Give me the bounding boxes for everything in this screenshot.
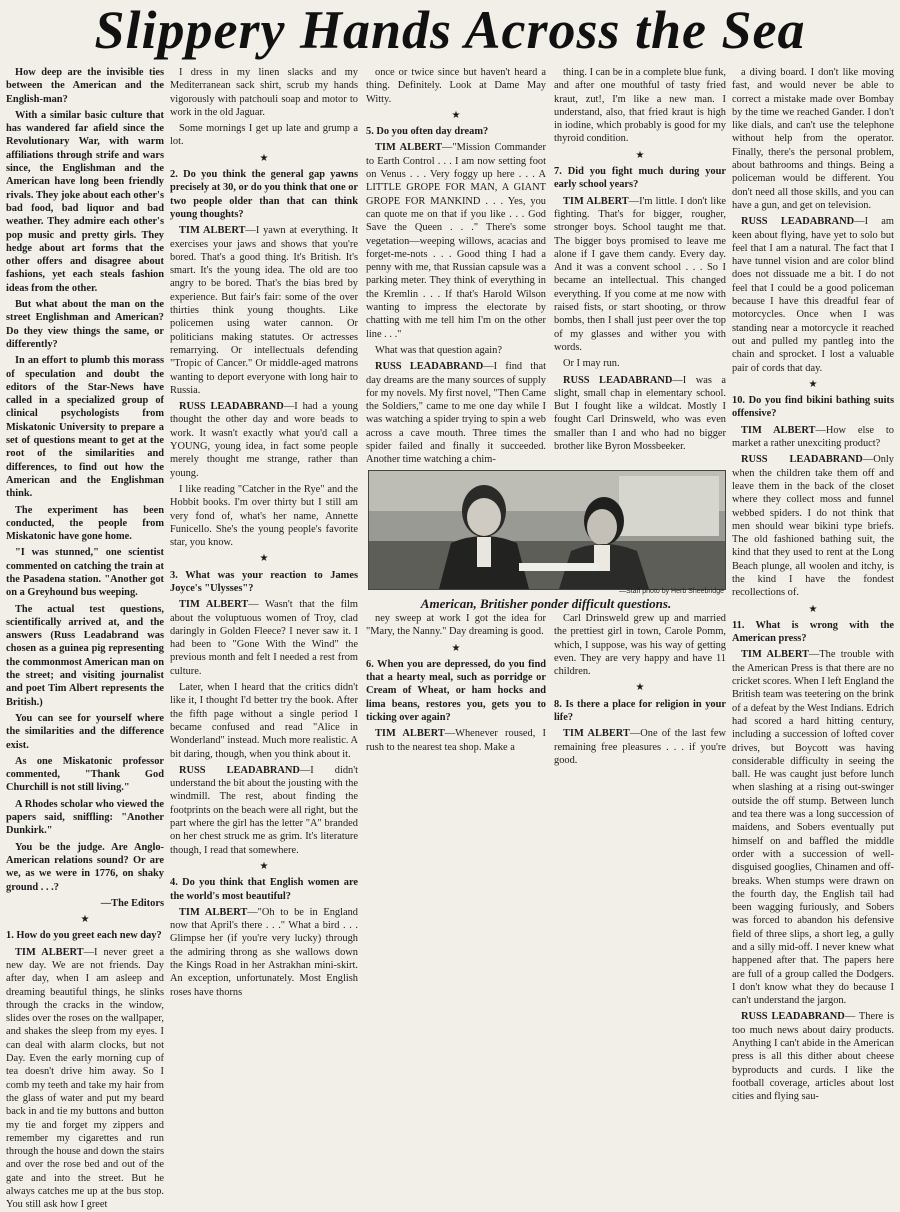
star-separator-icon: ★	[808, 603, 818, 615]
answer-paragraph	[732, 648, 894, 1007]
intro-paragraph: In an effort to plumb this morass of speculation and doubt the editors of the Star-News have called in a specialized group of clinical psychologists from Miskatonic University to prepare a set of questions meant to get at the root of the similarities and differences, to find out how the American and the Englishman think.	[6, 355, 164, 500]
intro-paragraph: The experiment has been conducted, the people from Miskatonic have gone home.	[6, 504, 164, 543]
speaker-name: TIM ALBERT	[179, 906, 248, 918]
answer-text: —One of the last few remaining free pleasures . . . if you're good.	[554, 728, 727, 766]
star-separator-icon: ★	[451, 109, 461, 121]
intro-paragraph: How deep are the invisible ties between the American and the English-man?	[6, 67, 164, 105]
speaker-name: TIM ALBERT	[741, 649, 809, 661]
answer-text: What was that question again?	[375, 344, 502, 356]
answer-text: —I had a young thought the other day and wore beads to work. It wasn't exactly what you'd call a YOUNG, young idea, in fact some people merely thought me strange, rather than young.	[170, 401, 358, 479]
answer-paragraph	[170, 400, 358, 480]
column-3-bottom	[366, 612, 546, 785]
speaker-name: TIM ALBERT	[179, 225, 246, 237]
answer-paragraph	[170, 224, 358, 397]
star-separator-icon: ★	[808, 378, 818, 390]
answer-text: —I never greet a new day. We are not friends. Day after day, when I am asleep and dreaming beautiful things, he slinks through the cracks in the window, slides over the roses on the wallpaper, and shakes the sleep from my eyes. I can deal with alarm clocks, but not Day. Even the early morning cup of tea doesn't drive him away. So I comb my teeth and take my hair from the glass of water and put my beard back in and tie my buttons and button my tie and forget my zippers and remember my cigarettes and run through the house and down the stairs and over the rose bed and out of the gate and into the street. But he always catches me up at the bus stop. You still ask how I greet	[6, 946, 164, 1211]
answer-paragraph	[554, 374, 726, 454]
speaker-name: TIM ALBERT	[563, 195, 629, 207]
question-10: 10. Do you find bikini bathing suits offensive?	[732, 395, 894, 420]
answer-text: thing. I can be in a complete blue funk, and after one mouthful of tasty fried kraut, zut!, I'm like a new man. I understand, also, that fried kraut is high in iodine, which probably is good for my thyroid condition.	[554, 67, 726, 145]
speaker-name: TIM ALBERT	[741, 424, 816, 436]
answer-paragraph	[170, 906, 358, 999]
question-7: 7. Did you fight much during your early school years?	[554, 166, 726, 191]
answer-text: —I yawn at everything. It exercises your jaws and shows that you're bored. That's a good thing. It's British. It's smart. It's the young idea. The old are too angry to be bored. That's the bias bred by experience. But fair's fair: some of the over thirties think young thoughts. Like policemen using water cannon. Or politicians making statutes. Or actresses remarrying. Or intellectuals defending "Tropic of Cancer." Or middle-aged matrons wanting to deport everyone with long hair to Russia.	[170, 225, 358, 396]
answer-text: —I find that day dreams are the many sources of supply for my novels. My first novel, "Then Came the Soldiers," came to me one day while I was watching a spider trying to spin a web across a cave mouth. Three times the spider failed and finally it succeeded. Another time watching a chim-	[366, 361, 546, 466]
intro-paragraph: You be the judge. Are Anglo-American relations sound? Or are we, as we were in 1776, on shaky ground . . .?	[6, 841, 164, 893]
speaker-name: RUSS LEADABRAND	[179, 401, 284, 413]
column-1	[6, 66, 164, 1211]
question-3: 3. What was your reaction to James Joyce's "Ulysses"?	[170, 569, 358, 594]
answer-text: Carl Drinsweld grew up and married the prettiest girl in town, Carole Pomm, which, I suppose, was his way of getting even. They are very happy and have 11 children.	[554, 613, 726, 678]
answer-paragraph	[732, 424, 894, 451]
answer-text: —I was a slight, small chap in elementary school. But I fought like a wildcat. Mostly I fought Carl Drinsweld, who was even smaller than I and who had no bigger brother like Byron Mossbeeker.	[554, 374, 726, 453]
speaker-name: TIM ALBERT	[15, 946, 84, 958]
answer-text: —Only when the children take them off and leave them in the back of the closet where they collect moss and funnel webbed spiders. I do not think that men should wear bikini type briefs. The old fashioned bathing suit, the kind that they used to rent at the Long Beach plunge, all woolen and itchy, is the kind I have the fondest recollections of.	[732, 454, 894, 599]
answer-text: —"Oh to be in England now that April's there . . ." What a bird . . . Glimpse her (if you're very lucky) through the admiring throng as she wallows down the Kings Road in her Astrakhan mini-skirt. An exception, unfortunately. Most English roses have thorns	[170, 906, 359, 998]
answer-paragraph	[170, 764, 358, 857]
editors-signature: —The Editors	[100, 897, 164, 909]
speaker-name: RUSS LEADABRAND	[179, 764, 300, 776]
star-separator-icon: ★	[80, 914, 90, 926]
speaker-name: RUSS LEADABRAND	[741, 454, 863, 466]
answer-text: ney sweep at work I got the idea for "Mary, the Nanny." Day dreaming is good.	[366, 613, 546, 638]
answer-paragraph	[732, 215, 894, 375]
answer-paragraph	[732, 1010, 894, 1103]
answer-text: —I didn't understand the bit about the jousting with the windmill. The rest, about finding the footprints on the beach were all right, but the part where the girl has the letter "A" branded on her chest struck me as grim. It's literature though, I read that somewhere.	[170, 764, 359, 856]
question-1: 1. How do you greet each new day?	[6, 930, 162, 942]
speaker-name: TIM ALBERT	[375, 142, 443, 154]
photo-illustration	[369, 471, 725, 589]
star-separator-icon: ★	[451, 642, 461, 654]
answer-text: —I'm little. I don't like fighting. That's for bigger, rougher, stronger boys. School taught me that. The bigger boys promised to leave me alone if I gave them candy. Every day. And it was a convent school . . . So I became an intellectual. This changed everything. If you come at me now with raised fists, or start shooting, or throw bombs, then I shall just peer over the top of my glasses and wither you with words.	[554, 195, 727, 353]
answer-text: —The trouble with the American Press is that there are no cricket scores. When I left England the British team was teetering on the brink of a defeat by the West Indians. Edrich had scored a hard hitting century, including a succession of lofted cover drives, but Boycott was having considerable difficulty in seeing the ball. He was caught just before lunch when slashing at a rising out-swinger outside the off stump. Between lunch and tea there was a long succession of maidens, and Sobers eventually put himself on and baffled the middle order with a succession of well-disguised googlies, Chinamen and off-breaks. When stumps were drawn on the fourth day, the English tail had been wagging furiously, and Sobers was forced to abandon his defensive field of three slips, a short leg, a gully and a silly mid-off. I never knew what happened after that. The papers here are full of a group called the Dodgers. I don't know what they do because I can't understand the jargon.	[732, 649, 894, 1007]
intro-paragraph: "I was stunned," one scientist commented on catching the train at the Pasadena station. "Another got on a Greyhound bus weeping.	[6, 547, 164, 599]
question-4: 4. Do you think that English women are the world's most beautiful?	[170, 877, 358, 902]
question-6: 6. When you are depressed, do you find that a hearty meal, such as porridge or Cream of Wheat, or ham hocks and lima beans, restores you, gets you to ticking over again?	[366, 658, 546, 724]
star-separator-icon: ★	[259, 553, 269, 565]
photo-credit: —Staff photo by Herb Sheebridge	[619, 588, 724, 595]
speaker-name: RUSS LEADABRAND	[375, 361, 484, 373]
question-5: 5. Do you often day dream?	[366, 126, 489, 138]
answer-text: — There is too much news about dairy products. Anything I can't abide in the American press is all this dither about cheese byproducts and curds. I like the football coverage, articles about lost cities and flying sau-	[732, 1011, 895, 1103]
answer-text: Or I may run.	[563, 358, 620, 370]
question-11: 11. What is wrong with the American press?	[732, 619, 894, 645]
answer-paragraph	[6, 946, 164, 1212]
answer-text: — Wasn't that the film about the voluptuous women of Troy, clad daringly in Golden Fleece? I never saw it. I had been to "Gone With the Wind" the previous month and felt I needed a rest from culture.	[170, 599, 358, 677]
answer-paragraph	[366, 360, 546, 466]
answer-paragraph	[366, 141, 546, 340]
answer-text: Some mornings I get up late and grump a lot.	[170, 123, 358, 148]
answer-text: —"Mission Commander to Earth Control . . . I am now setting foot on Venus . . . Very foggy up here . . . A LITTLE GROPE FOR MAN, A GIANT GROPE FOR MANKIND . . . Yes, you can quote me on that if you like . . . God Save the Queen . . ." There's some vegetation—weeping willows, acacias and forget-me-nots . . . Good thing I had a penny with me, that Russian capsule was a parking meter. They think of everything in the Kremlin . . . If that's Harold Wilson wanting to impress the electorate by chatting with me tell him I'm on the other line . . ."	[366, 142, 546, 340]
answer-paragraph	[554, 195, 726, 355]
intro-paragraph: The actual test questions, scientifically arrived at, and the answers (Russ Leadabrand was chosen as a guinea pig representing the commonmost American man on the street; and visiting journalist and poet Tim Albert represents the British.)	[6, 603, 164, 708]
intro-paragraph: A Rhodes scholar who viewed the papers said, sniffling: "Another Dunkirk."	[6, 798, 164, 837]
news-photo	[368, 470, 726, 590]
column-2	[170, 66, 359, 998]
answer-text: a diving board. I don't like moving fast, and would never be able to correct a mistake made over Bombay by the time we reached Gander. I don't like dials, and can't use the telephone without help from the operator. Finally, there's the personal problem, about bathrooms and things. Being a policeman would be different. You don't need all those skills, and you can have a gun, and get on television.	[732, 67, 894, 211]
column-3	[366, 66, 546, 534]
answer-text: —I am keen about flying, have yet to solo but feel that I am a natural. The fact that I have tunnel vision and are color blind does not dissuade me a bit. I do not feel that I could be a good policeman because I have this dreadful fear of motorcycles. Once when I was standing near a motorcycle it reached out and pulled my pantleg into the chain and sprocket. I lost a valuable pair of cords that day.	[732, 216, 894, 374]
answer-text: I dress in my linen slacks and my Mediterranean sack shirt, scrub my hands vigorously with patchouli soap and motor to work in the old Jaguar.	[170, 67, 358, 118]
headline: Slippery Hands Across the Sea	[94, 0, 806, 60]
star-separator-icon: ★	[259, 152, 269, 164]
answer-paragraph	[554, 727, 726, 767]
intro-paragraph: But what about the man on the street Englishman and American? Do they view things the same, or differently?	[6, 299, 164, 350]
speaker-name: TIM ALBERT	[179, 599, 249, 611]
speaker-name: RUSS LEADABRAND	[563, 374, 673, 386]
answer-text: —Whenever roused, I rush to the nearest tea shop. Make a	[366, 728, 546, 753]
speaker-name: RUSS LEADABRAND	[741, 1011, 845, 1023]
star-separator-icon: ★	[635, 149, 645, 161]
intro-paragraph: As one Miskatonic professor commented, "Thank God Churchill is not still living."	[6, 755, 164, 794]
intro-paragraph: With a similar basic culture that has wandered far afield since the Revolutionary War, with warm affiliations through strife and wars since, the Englishman and the American have long been friendly rivals. They joke about each other's bad food, bad liquor and bad weather. They admire each other's pop music and pretty girls. They hedge about art forms that the other offers and disagree about fashions, yet each steals fashion ideas from the other.	[6, 109, 164, 294]
column-4	[554, 66, 726, 534]
answer-paragraph	[732, 453, 894, 599]
answer-text: I like reading "Catcher in the Rye" and the Hobbit books. I'm over thirty but I still am very fond of, what's her name, Annette Funicello. She's the young people's favorite star, you know.	[170, 483, 358, 549]
star-separator-icon: ★	[635, 682, 645, 694]
star-separator-icon: ★	[259, 860, 269, 872]
speaker-name: RUSS LEADABRAND	[741, 216, 855, 228]
intro-paragraph: You can see for yourself where the similarities and the difference exist.	[6, 712, 164, 751]
answer-text: —How else to market a rather unexciting product?	[732, 424, 894, 450]
column-5	[732, 66, 895, 1103]
answer-text: Later, when I heard that the critics didn't like it, I thought I'd better try the book. After the fifth page without a single period I became confused and read "Alice in Wonderland" instead. Much more realistic. A bit daring, though, when you think about it.	[170, 682, 358, 760]
column-4-bottom	[554, 612, 726, 785]
question-8: 8. Is there a place for religion in your life?	[554, 698, 726, 724]
answer-paragraph	[366, 727, 546, 754]
speaker-name: TIM ALBERT	[563, 728, 630, 740]
question-2: 2. Do you think the general gap yawns precisely at 30, or do you think that one or two people older than that can think young thoughts?	[170, 169, 358, 220]
speaker-name: TIM ALBERT	[375, 728, 445, 740]
answer-text: once or twice since but haven't heard a thing. Definitely. Look at Dame May Witty.	[366, 67, 546, 105]
photo-caption: American, Britisher ponder difficult questions.	[420, 596, 672, 611]
answer-paragraph	[170, 598, 358, 678]
